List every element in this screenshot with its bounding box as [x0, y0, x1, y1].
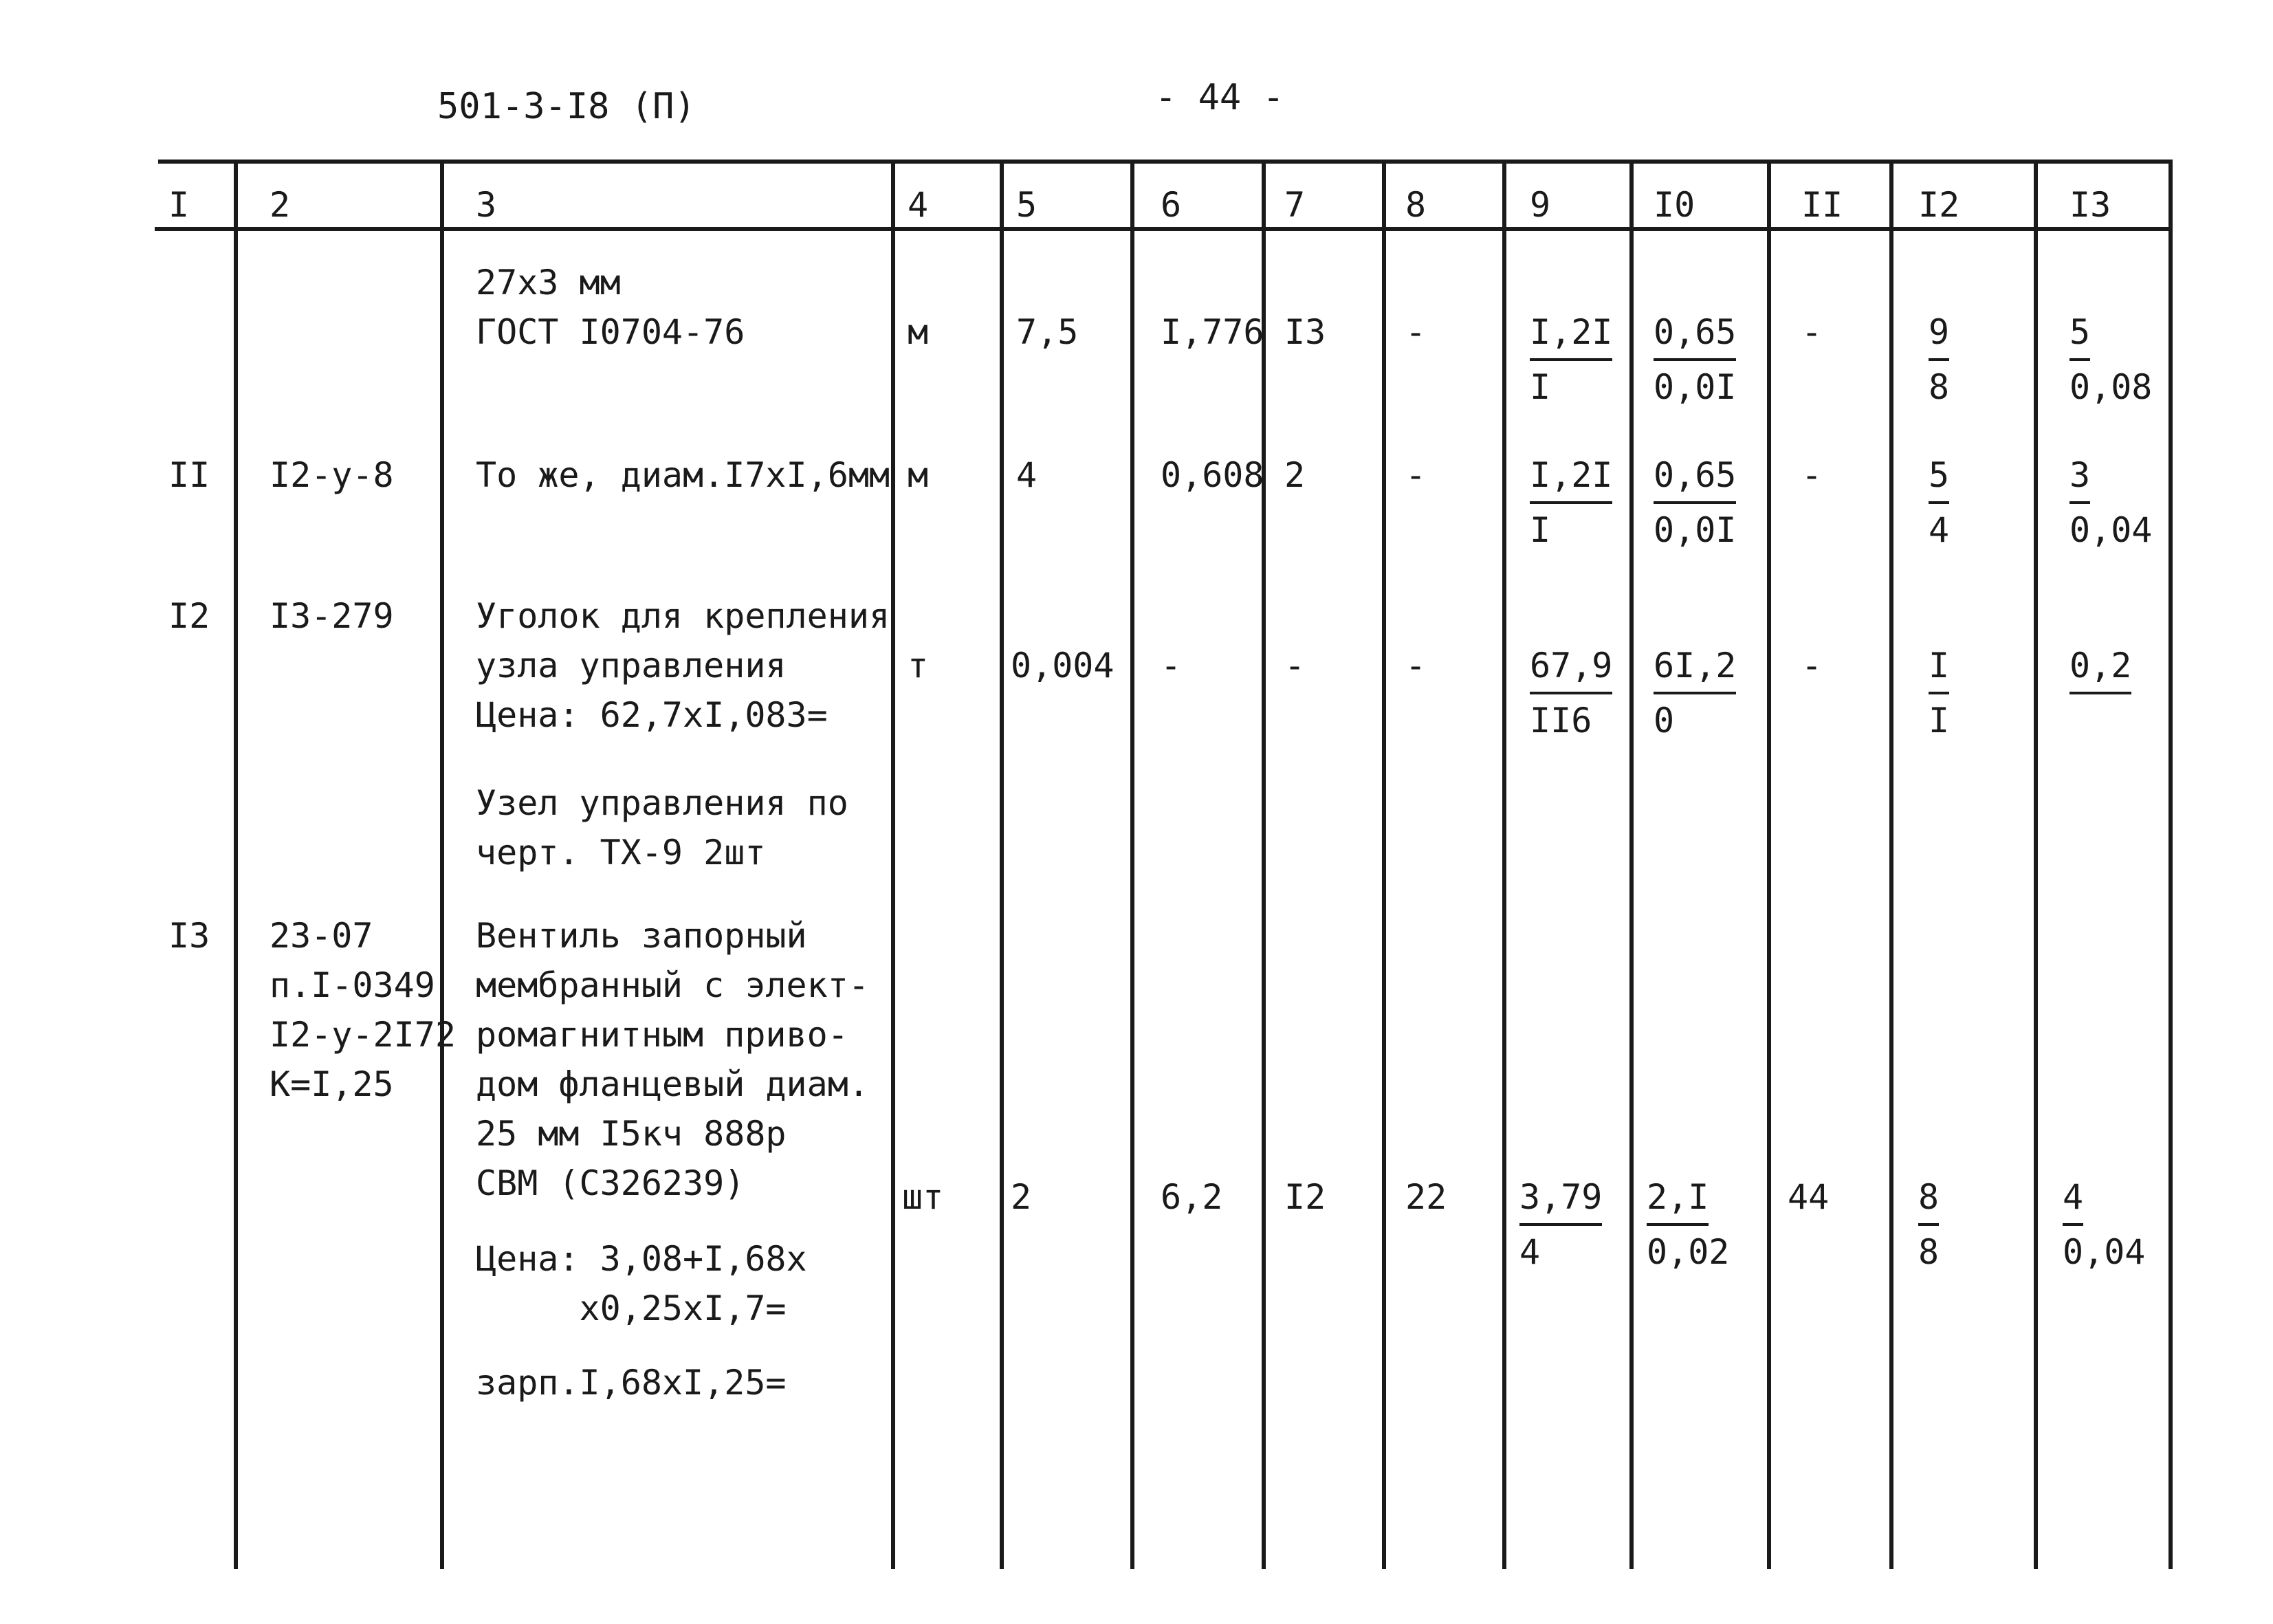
cell-col7: - — [1284, 646, 1306, 685]
cell-col10-bottom: 0,02 — [1647, 1232, 1730, 1272]
description-line: То же, диам.I7хI,6мм — [476, 455, 890, 495]
description-line: узла управления — [476, 646, 787, 685]
cell-col6: 6,2 — [1161, 1177, 1223, 1217]
column-rule — [1889, 160, 1893, 1569]
column-rule — [1767, 160, 1771, 1569]
cell-col9-bottom: 4 — [1519, 1232, 1541, 1272]
cell-col13-bottom: 0,08 — [2069, 367, 2153, 407]
row-number: I3 — [168, 916, 210, 956]
column-rule — [440, 160, 444, 1569]
description-line: СВМ (С326239) — [476, 1163, 745, 1203]
description-line: ГОСТ I0704-76 — [476, 312, 745, 352]
cell-col13-top: 0,2 — [2069, 641, 2131, 694]
description-line: 27х3 мм — [476, 263, 621, 303]
cell-col9-bottom: I — [1530, 367, 1551, 407]
cell-col12-bottom: 8 — [1929, 367, 1950, 407]
cell-col9-top: 3,79 — [1519, 1172, 1602, 1226]
description-line: зарп.I,68хI,25= — [476, 1363, 787, 1403]
page-number: - 44 - — [1155, 77, 1284, 118]
col-header-13: I3 — [2069, 185, 2111, 225]
quantity: 4 — [1016, 455, 1037, 495]
col-header-9: 9 — [1530, 185, 1551, 225]
cell-col12-bottom: 4 — [1929, 510, 1950, 550]
cell-col9-top: 67,9 — [1530, 641, 1612, 694]
column-rule — [2034, 160, 2038, 1569]
document-code: 501-3-I8 (П) — [437, 86, 696, 127]
rate-code: I3-279 — [270, 596, 394, 636]
description-line: черт. ТХ-9 2шт — [476, 833, 766, 873]
col-header-6: 6 — [1161, 185, 1182, 225]
col-header-8: 8 — [1405, 185, 1427, 225]
cell-col6: - — [1161, 646, 1182, 685]
cell-col10-bottom: 0 — [1654, 701, 1675, 740]
col-header-11: II — [1801, 185, 1843, 225]
cell-col8: - — [1405, 646, 1427, 685]
cell-col9-bottom: I — [1530, 510, 1551, 550]
cell-col8: 22 — [1405, 1177, 1447, 1217]
quantity: 7,5 — [1016, 312, 1079, 352]
description-line: ромагнитным приво- — [476, 1015, 848, 1055]
cell-col7: 2 — [1284, 455, 1306, 495]
column-rule — [1382, 160, 1386, 1569]
table-top-rule — [158, 160, 2169, 164]
cell-col7: I3 — [1284, 312, 1326, 352]
rate-code: 23-07 — [270, 916, 373, 956]
cell-col7: I2 — [1284, 1177, 1326, 1217]
quantity: 2 — [1011, 1177, 1032, 1217]
column-rule — [1262, 160, 1266, 1569]
description-line: х0,25хI,7= — [476, 1288, 787, 1328]
cell-col12-top: 9 — [1929, 307, 1949, 361]
cell-col10-top: 6I,2 — [1654, 641, 1736, 694]
description-line: Уголок для крепления — [476, 596, 890, 636]
row-number: II — [168, 455, 210, 495]
column-rule — [891, 160, 895, 1569]
description-line: Узел управления по — [476, 783, 848, 823]
column-rule — [1629, 160, 1634, 1569]
column-rule — [1130, 160, 1134, 1569]
cell-col12-top: I — [1929, 641, 1949, 694]
cell-col11: 44 — [1788, 1177, 1830, 1217]
description-line: Цена: 3,08+I,68х — [476, 1239, 807, 1279]
cell-col9-top: I,2I — [1530, 307, 1612, 361]
rate-code: I2-у-2I72 — [270, 1015, 456, 1055]
cell-col10-top: 0,65 — [1654, 450, 1736, 504]
unit: м — [908, 312, 929, 352]
cell-col10-bottom: 0,0I — [1654, 367, 1737, 407]
cell-col13-top: 5 — [2069, 307, 2090, 361]
description-line: Вентиль запорный — [476, 916, 807, 956]
cell-col12-bottom: 8 — [1918, 1232, 1940, 1272]
rate-code: К=I,25 — [270, 1064, 394, 1104]
col-header-1: I — [168, 185, 190, 225]
column-rule — [1502, 160, 1506, 1569]
cell-col11: - — [1801, 646, 1823, 685]
col-header-4: 4 — [908, 185, 929, 225]
col-header-2: 2 — [270, 185, 291, 225]
cell-col6: I,776 — [1161, 312, 1264, 352]
unit: м — [908, 455, 929, 495]
unit: шт — [902, 1177, 944, 1217]
cell-col12-top: 8 — [1918, 1172, 1939, 1226]
unit: т — [908, 646, 929, 685]
column-rule — [1000, 160, 1004, 1569]
cell-col8: - — [1405, 312, 1427, 352]
col-header-3: 3 — [476, 185, 497, 225]
description-line: мембранный с элект- — [476, 965, 869, 1005]
quantity: 0,004 — [1011, 646, 1114, 685]
column-rule — [2168, 160, 2173, 1569]
rate-code: I2-у-8 — [270, 455, 394, 495]
col-header-5: 5 — [1016, 185, 1037, 225]
description-line: дом фланцевый диам. — [476, 1064, 869, 1104]
col-header-7: 7 — [1284, 185, 1306, 225]
cell-col13-bottom: 0,04 — [2069, 510, 2153, 550]
row-number: I2 — [168, 596, 210, 636]
cell-col12-top: 5 — [1929, 450, 1949, 504]
cell-col9-top: I,2I — [1530, 450, 1612, 504]
col-header-10: I0 — [1654, 185, 1695, 225]
rate-code: п.I-0349 — [270, 965, 435, 1005]
cell-col12-bottom: I — [1929, 701, 1950, 740]
description-line: Цена: 62,7хI,083= — [476, 695, 828, 735]
cell-col10-top: 2,I — [1647, 1172, 1709, 1226]
column-rule — [234, 160, 238, 1569]
cell-col8: - — [1405, 455, 1427, 495]
col-header-12: I2 — [1918, 185, 1960, 225]
description-line: 25 мм I5кч 888р — [476, 1114, 787, 1154]
cell-col13-top: 3 — [2069, 450, 2090, 504]
cell-col11: - — [1801, 455, 1823, 495]
cell-col6: 0,608 — [1161, 455, 1264, 495]
cell-col10-top: 0,65 — [1654, 307, 1736, 361]
cell-col10-bottom: 0,0I — [1654, 510, 1737, 550]
cell-col13-top: 4 — [2063, 1172, 2083, 1226]
cell-col9-bottom: II6 — [1530, 701, 1592, 740]
cell-col13-bottom: 0,04 — [2063, 1232, 2146, 1272]
cell-col11: - — [1801, 312, 1823, 352]
